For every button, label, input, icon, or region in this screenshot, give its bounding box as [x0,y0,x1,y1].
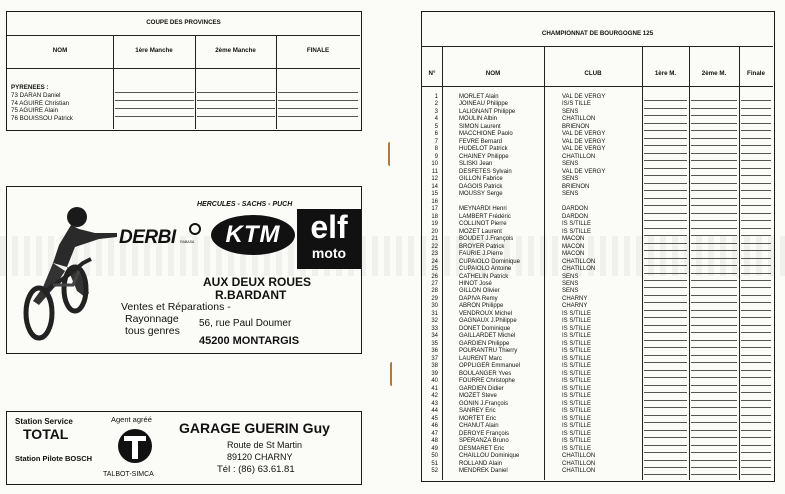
entry-name: CUPAIOLO Antoine [459,266,512,273]
entry-club: IS S/TILLE [562,333,592,340]
entry-club: IS S/TILLE [562,400,592,407]
staple-top [388,142,392,166]
shop-services: Ventes et Réparations - [121,301,231,313]
elf-moto-text: moto [311,245,347,261]
entry-number: 25 [431,266,438,273]
entry-name: JOINEAU Philippe [459,101,509,108]
entry-club: CHATILLON [562,116,596,123]
championship-table [421,11,775,482]
entry-number: 46 [431,423,438,430]
entry-club: IS S/TILLE [562,325,592,332]
table-row [422,416,773,423]
entry-club: MACON [562,251,585,258]
table-row [422,124,773,131]
col-club: CLUB [584,70,602,77]
entry-club: IS S/TILLE [562,310,592,317]
entry-club: SENS [562,273,579,280]
entry-name: GAGNAUX J.Philippe [459,318,517,325]
entry-name: BROYER Patrick [459,243,505,250]
table-row [422,214,773,221]
entry-number: 18 [431,213,438,220]
entry-number: 37 [431,355,438,362]
entry-number: 14 [431,183,438,190]
entry-club: BRIENON [562,183,590,190]
garage-road: Route de St Martin [227,440,303,450]
entry-club: IS S/TILLE [562,378,592,385]
entry-number: 51 [431,460,438,467]
table-row [422,281,773,288]
table-row [422,266,773,273]
table-row [422,461,773,468]
col-finale: Finale [747,70,765,77]
entry-name: SIMON Laurent [459,123,501,130]
table-row [422,169,773,176]
entry-name: MOZET Laurent [459,228,502,235]
entry-name: DONET Dominique [459,325,511,332]
entry-name: FOURRE Christophe [459,378,516,385]
entry-club: IS S/TILLE [562,385,592,392]
table-row [422,229,773,236]
entry-number: 17 [431,206,438,213]
entry-name: GAILLARDET Michel [459,333,516,340]
entry-name: HINOT José [459,281,492,287]
entry-number: 8 [434,146,438,153]
table-row [422,116,773,123]
entry-number: 26 [431,273,438,280]
entry-name: MACCHIONE Paolo [459,131,513,138]
derbi-sub: RABASA [180,240,195,244]
shop-genres: tous genres [125,325,180,337]
table-row [422,139,773,146]
entry-number: 23 [431,251,438,258]
entry-number: 34 [431,333,438,340]
entry-number: 41 [431,385,438,392]
entry-club: IS S/TILLE [562,438,592,445]
entry-name: CATHELIN Patrick [459,273,509,280]
entry-name: MEYNARDI Henri [459,206,507,213]
col-m1: 1ère M. [654,70,677,77]
coupe-col-nom: NOM [52,47,68,54]
entry-club: IS S/TILLE [562,370,592,377]
table-row [422,468,773,475]
derbi-logo-text: DERBI [119,227,176,248]
entry-club: CHATILLON [562,468,596,474]
entry-name: DESMARET Eric [459,445,505,452]
ktm-logo-text: KTM [225,221,281,248]
shop-rayonnage: Rayonnage [125,313,179,325]
entry-name: LAMBERT Frédéric [459,213,511,220]
entry-club: BRIENON [562,123,590,130]
garage-tel: Tél : (86) 63.61.81 [217,464,295,475]
table-row [422,288,773,295]
table-row [422,386,773,393]
entry-number: 7 [434,138,438,145]
entry-number: 27 [431,281,438,287]
entry-number: 1 [434,94,438,100]
total-logo: TOTAL [23,426,69,442]
entry-name: FAURIE J.Pierre [459,251,504,258]
entry-number: 30 [431,303,438,310]
entry-club: VAL DE VERGY [562,146,606,153]
table-row [422,259,773,266]
entry-name: MOUSSY Serge [459,191,503,198]
entry-number: 15 [431,191,438,198]
entry-name: MORTET Eric [459,415,497,422]
table-row [422,438,773,445]
entry-name: ROLLAND Alain [459,460,503,467]
coupe-region: PYRENEES : [11,84,49,91]
entry-name: ABRON Philippe [459,303,504,310]
entry-name: BOUDET J.François [459,236,514,243]
staple-bottom [390,362,394,386]
entry-club: IS S/TILLE [562,221,592,228]
table-row [422,378,773,385]
entry-name: LALIGNANT Philippe [459,108,516,115]
entry-club: CHATILLON [562,460,596,467]
entry-number: 28 [431,288,438,295]
ad-tagline: HERCULES - SACHS - PUCH [197,201,293,208]
entry-number: 12 [431,176,438,183]
table-row [422,371,773,378]
coupe-col-m2: 2ème Manche [215,47,256,54]
entry-name: MOZET Steve [459,393,497,400]
table-row [422,251,773,258]
table-row [422,274,773,281]
table-row [422,446,773,453]
entry-club: IS S/TILLE [562,415,592,422]
table-row [422,161,773,168]
entry-number: 20 [431,228,438,235]
table-row [422,318,773,325]
entry-name: DAGOIS Patrick [459,183,503,190]
entry-club: VAL DE VERGY [562,138,606,145]
coupe-rider: 74 AGUIRE Christian [11,99,70,107]
entry-club: SENS [562,281,579,287]
entry-number: 9 [434,153,438,160]
entry-number: 6 [434,131,438,138]
entry-club: CHATILLON [562,453,596,460]
table-row [422,199,773,206]
shop-name: AUX DEUX ROUES [203,275,312,289]
entry-club: CHATILLON [562,258,596,265]
entry-number: 43 [431,400,438,407]
entry-number: 3 [434,108,438,115]
talbot-label: TALBOT-SIMCA [103,471,154,478]
entry-club: VAL DE VERGY [562,94,606,100]
table-row [422,101,773,108]
entry-club: DARDON [562,206,589,213]
entry-number: 10 [431,161,438,168]
entry-number: 21 [431,236,438,243]
entry-club: SENS [562,161,579,168]
shop-city: 45200 MONTARGIS [199,335,300,347]
table-row [422,393,773,400]
entry-club: SENS [562,176,579,183]
entry-club: VAL DE VERGY [562,131,606,138]
table-row [422,356,773,363]
entry-number: 36 [431,348,438,355]
entry-name: MORLET Alain [459,94,499,100]
garage-name: GARAGE GUERIN Guy [179,420,330,436]
table-row [422,408,773,415]
entry-club: IS S/TILLE [562,228,592,235]
entry-name: SPERANZA Bruno [459,438,509,445]
entry-number: 19 [431,221,438,228]
entry-club: VAL DE VERGY [562,168,606,175]
table-row [422,146,773,153]
entry-club: MACON [562,243,585,250]
entry-number: 52 [431,468,438,474]
entry-number: 39 [431,370,438,377]
coupe-col-m1: 1ère Manche [135,47,173,54]
table-row [422,131,773,138]
table-row [422,363,773,370]
entry-name: SLISKI Jean [459,161,493,168]
entry-club: DARDON [562,213,589,220]
entry-club: IS S/TILLE [562,393,592,400]
coupe-rider: 75 AGUIRE Alain [11,107,59,114]
coupe-col-finale: FINALE [306,47,330,54]
championship-title: CHAMPIONNAT DE BOURGOGNE 125 [541,30,654,37]
entry-name: CHAINEY Philippe [459,153,509,160]
entry-name: GILLON Fabrice [459,176,503,183]
entry-number: 32 [431,318,438,325]
coupe-title: COUPE DES PROVINCES [146,19,221,26]
coupe-rider: 73 DARAN Daniel [11,92,61,99]
entry-number: 2 [434,101,438,108]
derbi-logo [119,227,194,249]
entry-list [422,94,773,479]
table-row [422,176,773,183]
entry-number: 22 [431,243,438,250]
entry-number: 49 [431,445,438,452]
entry-name: GARDIEN Philippe [459,340,510,347]
table-row [422,296,773,303]
entry-name: GONIN J.François [459,400,509,407]
entry-club: IS/S TILLE [562,101,591,108]
table-row [422,341,773,348]
table-row [422,401,773,408]
table-row [422,191,773,198]
derbi-emblem [189,223,201,235]
entry-number: 31 [431,310,438,317]
entry-number: 44 [431,408,438,415]
entry-club: CHARNY [562,295,588,302]
entry-club: IS S/TILLE [562,363,592,370]
entry-club: IS S/TILLE [562,340,592,347]
shop-owner: R.BARDANT [215,288,287,302]
table-row [422,423,773,430]
col-num: N° [428,70,436,77]
table-row [422,311,773,318]
entry-number: 47 [431,430,438,437]
ktm-logo [211,215,295,255]
entry-club: SENS [562,191,579,198]
entry-name: CHAILLOU Dominique [459,453,520,460]
table-row [422,453,773,460]
entry-name: FEVRE Bernard [459,138,503,145]
talbot-logo-icon [117,427,153,465]
entry-number: 48 [431,438,438,445]
coupe-rider: 76 BOUISSOU Patrick [11,114,73,122]
entry-club: IS S/TILLE [562,355,592,362]
table-row [422,333,773,340]
entry-club: IS S/TILLE [562,430,592,437]
entry-club: SENS [562,108,579,115]
entry-club: IS S/TILLE [562,408,592,415]
col-m2: 2ème M. [701,70,727,77]
col-nom: NOM [485,70,501,77]
entry-number: 50 [431,453,438,460]
entry-club: IS S/TILLE [562,423,592,430]
score-blank [644,474,687,475]
entry-club: IS S/TILLE [562,348,592,355]
ad-aux-deux-roues [6,186,362,354]
entry-number: 33 [431,325,438,332]
entry-name: OPPLIGER Emmanuel [459,363,521,370]
table-row [422,184,773,191]
entry-number: 45 [431,415,438,422]
entry-name: POURANTRU Thierry [459,348,518,355]
table-row [422,94,773,101]
station-label: Station Service [15,417,73,426]
table-row [422,154,773,161]
entry-name: DEROYE François [459,430,510,437]
entry-name: BOULANGER Yves [459,370,512,377]
entry-number: 40 [431,378,438,385]
table-row [422,326,773,333]
entry-name: DAPIVA Remy [459,295,498,302]
table-row [422,348,773,355]
table-row [422,431,773,438]
entry-number: 24 [431,258,438,265]
entry-number: 38 [431,363,438,370]
entry-name: VENDROUX Michel [459,310,513,317]
entry-number: 5 [434,123,438,130]
entry-name: MOULIN Albin [459,116,498,123]
shop-street: 56, rue Paul Doumer [199,318,292,329]
entry-club: CHATILLON [562,266,596,273]
entry-number: 29 [431,295,438,302]
entry-name: GARDIEN Didier [459,385,504,392]
entry-club: SENS [562,288,579,295]
elf-logo-text: elf [310,209,348,245]
entry-name: DESFETES Sylvain [459,168,512,175]
entry-name: SANREY Eric [459,408,496,415]
entry-name: GILLON Olivier [459,288,500,295]
table-row [422,244,773,251]
bosch-label: Station Pilote BOSCH [15,454,93,463]
ad-garage-guerin [6,411,362,485]
entry-club: IS S/TILLE [562,445,592,452]
entry-name: COLLINOT Pierre [459,221,507,228]
garage-town: 89120 CHARNY [227,452,293,462]
entry-club: CHARNY [562,303,588,310]
entry-club: MACON [562,236,585,243]
score-blank [691,474,737,475]
table-row [422,236,773,243]
entry-name: LAURENT Marc [459,355,502,362]
entry-number: 11 [431,168,438,175]
table-row [422,303,773,310]
entry-number: 35 [431,340,438,347]
table-row [422,109,773,116]
entry-name: MENDREK Daniel [459,468,508,474]
entry-name: HUDELOT Patrick [459,146,508,153]
entry-club: CHATILLON [562,153,596,160]
agent-label: Agent agréé [111,415,152,424]
entry-name: CHANUT Alain [459,423,499,430]
entry-number: 16 [431,198,438,205]
table-row [422,206,773,213]
elf-logo [297,209,361,269]
motocross-rider-image [13,201,121,341]
entry-club: IS S/TILLE [562,318,592,325]
entry-number: 4 [434,116,438,123]
score-blank [741,474,771,475]
entry-number: 42 [431,393,438,400]
coupe-table [6,11,362,131]
table-row [422,221,773,228]
entry-name: CUPAIOLO Dominique [459,258,520,265]
